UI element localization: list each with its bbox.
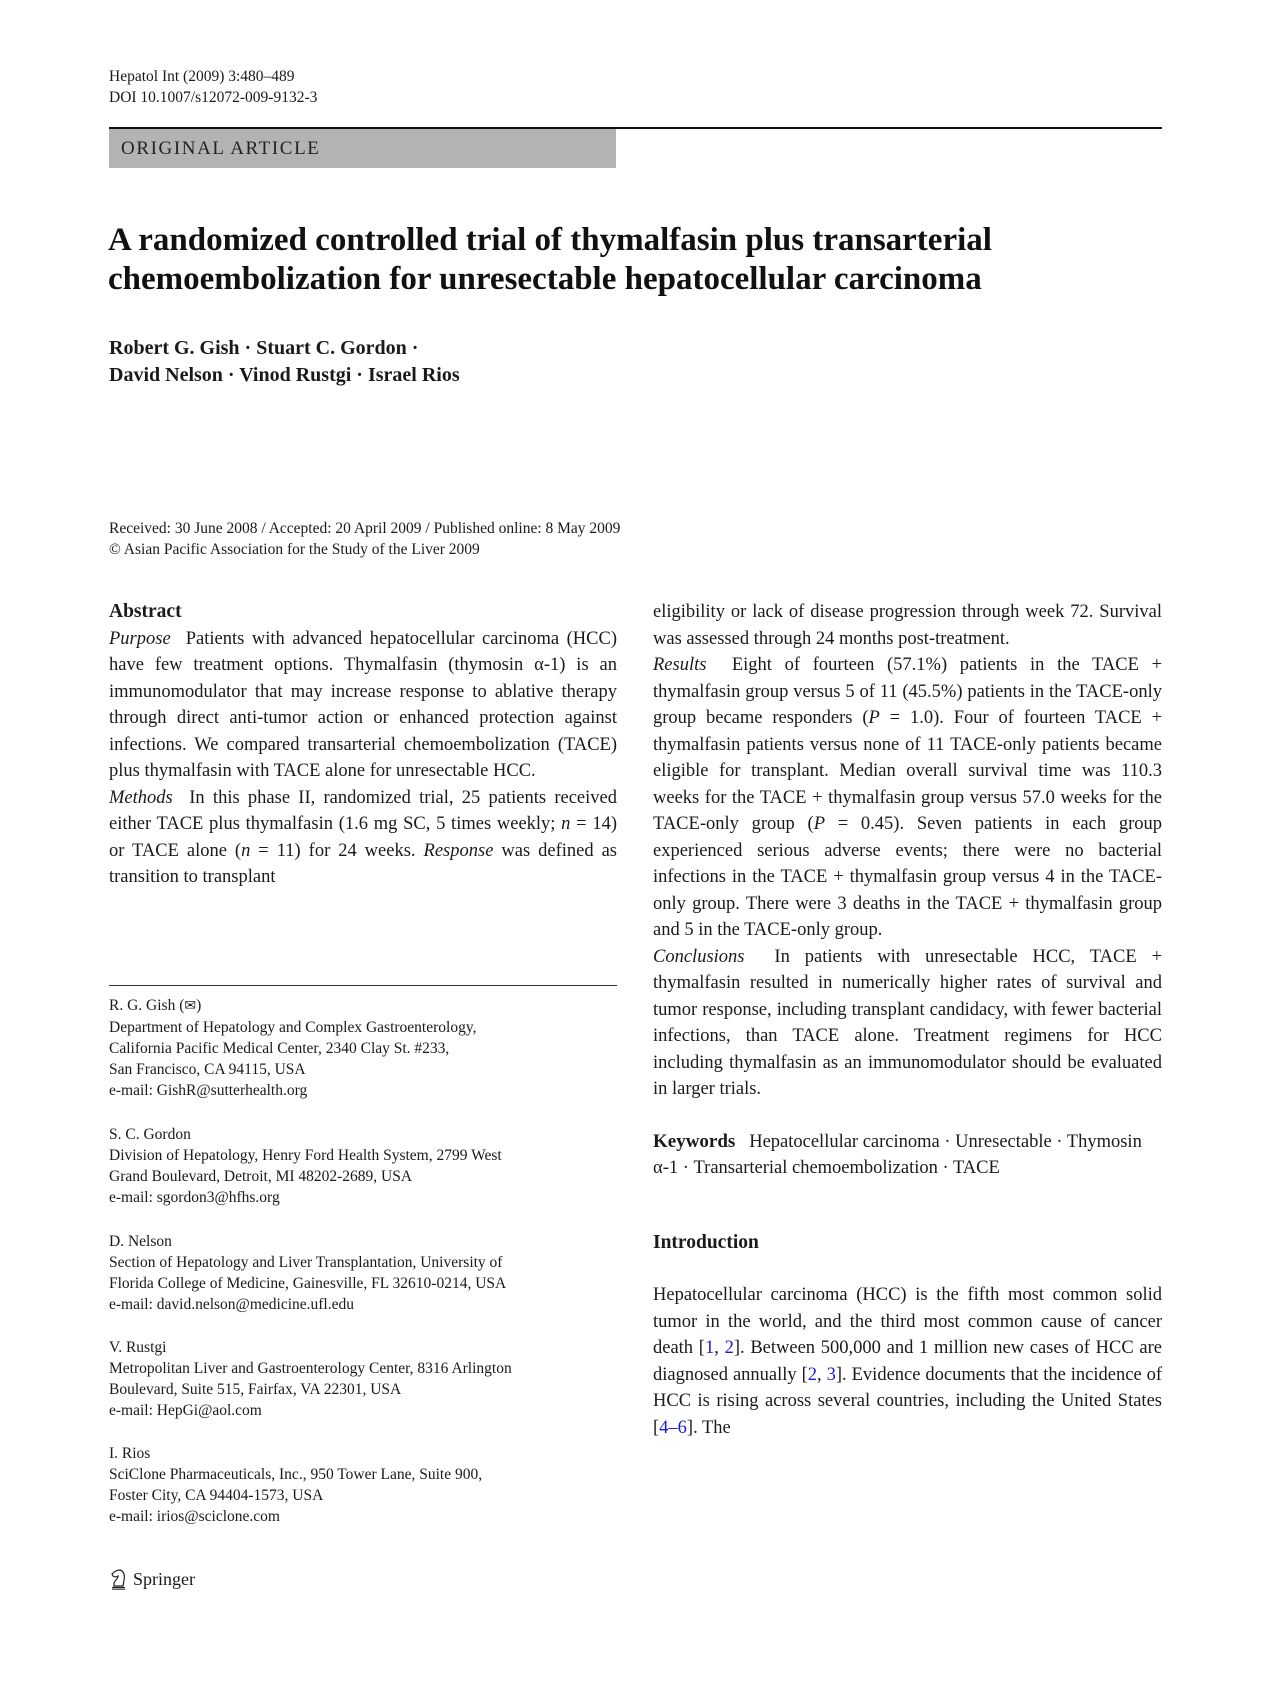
affiliation-line: Department of Hepatology and Complex Gastroenterology,: [109, 1019, 477, 1036]
affiliation-nelson: [109, 1231, 629, 1315]
methods-text: = 11) for 24 weeks.: [250, 840, 424, 861]
section-banner-label: ORIGINAL ARTICLE: [121, 138, 321, 159]
paren: ): [196, 997, 202, 1014]
methods-text: = 14) or TACE alone (: [109, 814, 617, 861]
response-term: Response: [423, 840, 494, 861]
journal-header: [109, 66, 317, 108]
title-line-2: chemoembolization for unresectable hepatocellular carcinoma: [108, 261, 982, 297]
knight-chess-piece-icon: [109, 1568, 129, 1590]
history-dates: Received: 30 June 2008 / Accepted: 20 April 2009 / Published online: 8 May 2009: [109, 520, 621, 537]
title-line-1: A randomized controlled trial of thymalfasin plus transarterial: [108, 222, 992, 258]
authors-line-2: David Nelson · Vinod Rustgi · Israel Rios: [109, 364, 460, 386]
intro-text: ]. Evidence documents that the incidence of HCC is rising across several countries, including the United States [: [653, 1364, 1163, 1438]
affiliation-gish: [109, 995, 629, 1101]
results-text: = 0.45). Seven patients in each group experienced serious adverse events; there were no bacterial infections in the TACE + thymalfasin group versus 4 in the TACE-only group. There were 3 deaths in the TACE + thymalfasin group and 5 in the TACE-only group.: [653, 814, 1162, 940]
affiliation-line: Foster City, CA 94404-1573, USA: [109, 1487, 324, 1504]
copyright-notice: © Asian Pacific Association for the Study of the Liver 2009: [109, 541, 480, 558]
keywords: [653, 1129, 1162, 1182]
var-n: n: [561, 814, 571, 834]
citation-link[interactable]: 3: [826, 1364, 836, 1385]
affiliation-rustgi: [109, 1337, 629, 1421]
sep: ,: [714, 1338, 725, 1358]
affiliation-rios: [109, 1443, 629, 1527]
citation-link[interactable]: 2: [807, 1364, 818, 1385]
affiliation-name: V. Rustgi: [109, 1339, 167, 1356]
abstract-methods: [109, 785, 617, 891]
affiliation-email[interactable]: e-mail: HepGi@aol.com: [109, 1402, 262, 1419]
methods-text: was defined as transition to transplant: [109, 840, 617, 887]
keywords-label: Keywords: [653, 1130, 736, 1152]
keywords-text: Hepatocellular carcinoma · Unresectable · Thymosin α-1 · Transarterial chemoembolization · TACE: [653, 1131, 1142, 1178]
affiliation-line: Section of Hepatology and Liver Transplantation, University of: [109, 1254, 503, 1271]
results-label: Results: [653, 655, 707, 675]
affiliation-name: D. Nelson: [109, 1233, 172, 1250]
var-n: n: [241, 840, 251, 861]
publisher-footer: [109, 1568, 195, 1590]
citation-link[interactable]: 1: [704, 1338, 715, 1358]
affiliation-name: R. G. Gish (: [109, 997, 185, 1014]
abstract-left-column: [109, 599, 617, 891]
var-p: P: [868, 708, 880, 728]
methods-continued: eligibility or lack of disease progression through week 72. Survival was assessed through 24 months post-treatment.: [653, 602, 1162, 649]
intro-text: ]. The: [686, 1417, 731, 1438]
affiliation-line: SciClone Pharmaceuticals, Inc., 950 Tower Lane, Suite 900,: [109, 1466, 483, 1483]
abstract-right-column: [653, 599, 1162, 1441]
methods-text: In this phase II, randomized trial, 25 patients received either TACE plus thymalfasin (1.6 mg SC, 5 times weekly;: [109, 787, 617, 834]
affiliation-line: Boulevard, Suite 515, Fairfax, VA 22301, USA: [109, 1381, 402, 1398]
authors-line-1: Robert G. Gish · Stuart C. Gordon ·: [109, 337, 419, 359]
affiliation-email[interactable]: e-mail: david.nelson@medicine.ufl.edu: [109, 1296, 354, 1313]
article-title: [108, 221, 1168, 299]
affiliation-email[interactable]: e-mail: irios@sciclone.com: [109, 1508, 280, 1525]
affiliation-line: California Pacific Medical Center, 2340 Clay St. #233,: [109, 1040, 450, 1057]
conclusions-label: Conclusions: [653, 946, 745, 967]
envelope-icon[interactable]: ✉: [184, 999, 197, 1014]
abstract-conclusions: [653, 944, 1162, 1103]
introduction-paragraph: [653, 1282, 1162, 1441]
affiliation-email[interactable]: e-mail: GishR@sutterhealth.org: [109, 1082, 308, 1099]
var-p: P: [813, 814, 825, 834]
affiliation-line: Division of Hepatology, Henry Ford Health System, 2799 West: [109, 1147, 502, 1164]
affiliation-name: S. C. Gordon: [109, 1126, 191, 1143]
introduction-heading: Introduction: [653, 1231, 759, 1253]
abstract-heading: Abstract: [109, 601, 182, 622]
results-text: Eight of fourteen (57.1%) patients in the TACE + thymalfasin group versus 5 of 11 (45.5%) patients in the TACE-only group became responders (: [653, 655, 1162, 728]
affiliation-line: Florida College of Medicine, Gainesville, FL 32610-0214, USA: [109, 1275, 507, 1292]
methods-label: Methods: [109, 787, 173, 808]
author-list: [109, 335, 460, 389]
intro-text: ]. Between 500,000 and 1 million new cases of HCC are diagnosed annually [: [653, 1338, 1162, 1385]
affiliation-email[interactable]: e-mail: sgordon3@hfhs.org: [109, 1189, 280, 1206]
abstract-results: [653, 652, 1162, 944]
abstract-purpose: [109, 626, 617, 785]
sep: ,: [817, 1364, 827, 1385]
publisher-name: Springer: [133, 1568, 195, 1589]
journal-citation: Hepatol Int (2009) 3:480–489: [109, 68, 295, 85]
purpose-label: Purpose: [109, 628, 171, 649]
affiliation-line: Metropolitan Liver and Gastroenterology Center, 8316 Arlington: [109, 1360, 512, 1377]
results-text: = 1.0). Four of fourteen TACE + thymalfasin patients versus none of 11 TACE-only patients became eligible for transplant. Median overall survival time was 110.3 weeks for the TACE + thymalfasin group versus 57.0 weeks for the TACE-only group (: [653, 708, 1162, 834]
purpose-text: Patients with advanced hepatocellular carcinoma (HCC) have few treatment options. Thymalfasin (thymosin α-1) is an immunomodulator that may increase response to ablative therapy through direct anti-tumor action or enhanced protection against infections. We compared transarterial chemoembolization (TACE) plus thymalfasin with TACE alone for unresectable HCC.: [109, 628, 617, 781]
citation-link[interactable]: 4–6: [659, 1417, 687, 1438]
footnote-rule: [109, 985, 617, 986]
doi: DOI 10.1007/s12072-009-9132-3: [109, 89, 318, 106]
conclusions-text: In patients with unresectable HCC, TACE + thymalfasin resulted in numerically higher rates of survival and tumor response, including transplant candidacy, with fewer bacterial infections, than TACE alone. Treatment regimens for HCC including thymalfasin as an immunomodulator should be evaluated in larger trials.: [653, 946, 1163, 1099]
intro-text: Hepatocellular carcinoma (HCC) is the fifth most common solid tumor in the world, and the third most common cause of cancer death [: [653, 1285, 1162, 1358]
section-banner: [109, 129, 616, 168]
citation-link[interactable]: 2: [724, 1338, 734, 1358]
affiliation-name: I. Rios: [109, 1445, 151, 1462]
publication-history: [109, 518, 620, 560]
affiliation-line: San Francisco, CA 94115, USA: [109, 1061, 306, 1078]
affiliation-gordon: [109, 1124, 629, 1208]
affiliation-line: Grand Boulevard, Detroit, MI 48202-2689, USA: [109, 1168, 413, 1185]
